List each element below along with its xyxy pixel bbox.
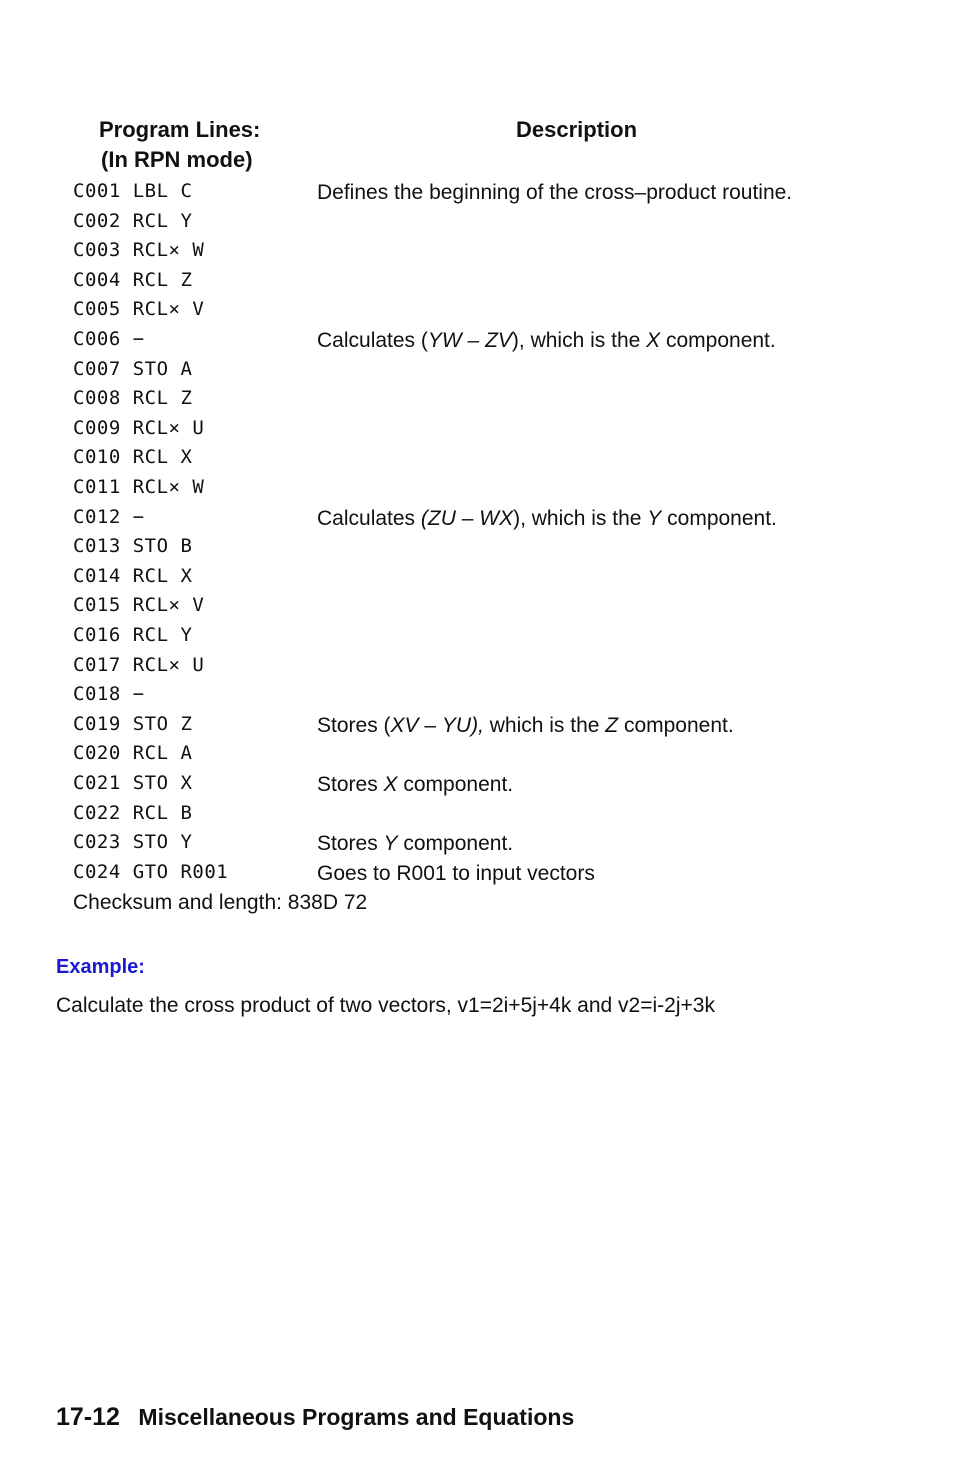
rpn-mode-header: (In RPN mode)	[101, 147, 253, 172]
program-line: C014 RCL X	[73, 565, 193, 587]
program-line: C020 RCL A	[73, 742, 193, 764]
program-line: C012 −	[73, 506, 145, 528]
page-footer	[56, 1403, 574, 1432]
program-line: C006 −	[73, 328, 145, 350]
desc-text: ), which is the	[513, 507, 648, 530]
desc-var: YU),	[441, 714, 484, 737]
desc-text: Stores	[317, 773, 384, 796]
desc-var: WX	[479, 507, 514, 530]
desc-text: component.	[397, 773, 514, 796]
desc-var: XV	[390, 714, 419, 737]
program-line: C018 −	[73, 683, 145, 705]
checksum-line: Checksum and length: 838D 72	[73, 891, 368, 914]
desc-var: X	[383, 773, 398, 796]
desc-text: component.	[660, 329, 776, 352]
desc-var: YW	[427, 329, 462, 352]
program-line: C021 STO X	[73, 772, 193, 794]
example-label: Example:	[56, 956, 145, 978]
desc-var: Y	[383, 832, 398, 855]
desc-text: ), which is the	[511, 329, 647, 352]
description-header: Description	[516, 117, 638, 142]
desc-op: –	[418, 714, 442, 737]
program-line: C005 RCL× V	[73, 298, 205, 320]
program-line: C008 RCL Z	[73, 387, 193, 409]
description-x-component	[317, 329, 776, 353]
program-line: C015 RCL× V	[73, 594, 205, 616]
desc-var: Y	[647, 507, 662, 530]
desc-var: ZV	[485, 329, 512, 352]
desc-text: Stores (	[317, 714, 391, 737]
chapter-title: Miscellaneous Programs and Equations	[138, 1404, 575, 1430]
program-line: C016 RCL Y	[73, 624, 193, 646]
program-lines-header: Program Lines:	[99, 117, 261, 142]
description-y-component	[317, 507, 777, 531]
desc-text: component.	[397, 832, 514, 855]
desc-op: –	[461, 329, 486, 352]
desc-text: which is the	[483, 714, 606, 737]
desc-var: (ZU	[420, 507, 456, 530]
program-line: C002 RCL Y	[73, 210, 193, 232]
example-text: Calculate the cross product of two vectors, v1=2i+5j+4k and v2=i-2j+3k	[56, 994, 715, 1017]
program-line: C022 RCL B	[73, 802, 193, 824]
program-line: C023 STO Y	[73, 831, 193, 853]
desc-var: X	[646, 329, 661, 352]
description-goto: Goes to R001 to input vectors	[317, 862, 595, 885]
program-line: C003 RCL× W	[73, 239, 205, 261]
desc-text: Calculates	[317, 507, 421, 530]
description-lbl: Defines the beginning of the cross–product routine.	[317, 181, 793, 204]
program-line: C004 RCL Z	[73, 269, 193, 291]
program-line: C010 RCL X	[73, 446, 193, 468]
desc-text: Stores	[317, 832, 384, 855]
program-line: C001 LBL C	[73, 180, 193, 202]
page-number: 17-12	[56, 1403, 120, 1431]
program-line: C009 RCL× U	[73, 417, 205, 439]
desc-text: Calculates (	[317, 329, 428, 352]
program-line: C024 GTO R001	[73, 861, 229, 883]
description-store-x	[317, 773, 513, 797]
program-line: C011 RCL× W	[73, 476, 205, 498]
desc-var: Z	[605, 714, 619, 737]
program-line: C007 STO A	[73, 358, 193, 380]
description-z-component	[317, 714, 734, 738]
description-store-y	[317, 832, 513, 856]
desc-op: –	[455, 507, 480, 530]
program-line: C017 RCL× U	[73, 654, 205, 676]
desc-text: component.	[618, 714, 734, 737]
desc-text: component.	[661, 507, 777, 530]
program-line: C013 STO B	[73, 535, 193, 557]
program-line: C019 STO Z	[73, 713, 193, 735]
